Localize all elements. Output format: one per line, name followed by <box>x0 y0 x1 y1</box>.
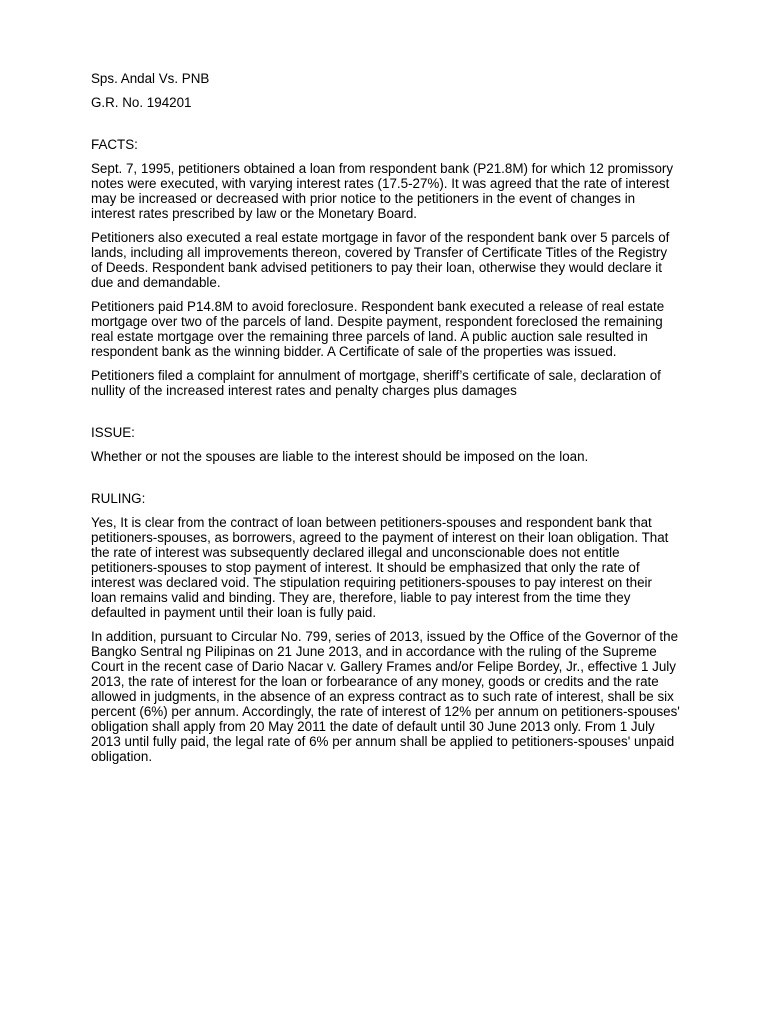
facts-paragraph-2: Petitioners also executed a real estate mortgage in favor of the respondent bank over 5 parcels of lands, including all improvements thereon, covered by Transfer of Certificate Titles of the Registry of Deeds. Respondent bank advised petitioners to pay their loan, otherwise they would declare it due and demandable. <box>91 230 670 290</box>
facts-heading: FACTS: <box>91 137 138 152</box>
ruling-paragraph-2: In addition, pursuant to Circular No. 799, series of 2013, issued by the Office of the Governor of the Bangko Sentral ng Pilipinas on 21 June 2013, and in accordance with the ruling of the Supreme Court in the recent case of Dario Nacar v. Gallery Frames and/or Felipe Bordey, Jr., effective 1 July 2013, the rate of interest for the loan or forbearance of any money, goods or credits and the rate allowed in judgments, in the absence of an express contract as to such rate of interest, shall be six percent (6%) per annum. Accordingly, the rate of interest of 12% per annum on petitioners-spouses' obligation shall apply from 20 May 2011 the date of default until 30 June 2013 only. From 1 July 2013 until fully paid, the legal rate of 6% per annum shall be applied to petitioners-spouses' unpaid obligation. <box>91 629 680 764</box>
document-page <box>91 71 681 764</box>
facts-paragraph-4: Petitioners filed a complaint for annulment of mortgage, sheriff’s certificate of sale, declaration of nullity of the increased interest rates and penalty charges plus damages <box>91 368 661 398</box>
issue-paragraph-1: Whether or not the spouses are liable to the interest should be imposed on the loan. <box>91 449 589 464</box>
case-title: Sps. Andal Vs. PNB <box>91 71 210 86</box>
facts-paragraph-3: Petitioners paid P14.8M to avoid foreclosure. Respondent bank executed a release of real estate mortgage over two of the parcels of land. Despite payment, respondent foreclosed the remaining real estate mortgage over the remaining three parcels of land. A public auction sale resulted in respondent bank as the winning bidder. A Certificate of sale of the properties was issued. <box>91 299 665 359</box>
issue-heading: ISSUE: <box>91 425 135 440</box>
ruling-heading: RULING: <box>91 491 146 506</box>
ruling-paragraph-1: Yes, It is clear from the contract of loan between petitioners-spouses and respondent bank that petitioners-spouses, as borrowers, agreed to the payment of interest on their loan obligation. That the rate of interest was subsequently declared illegal and unconscionable does not entitle petitioners-spouses to stop payment of interest. It should be emphasized that only the rate of interest was declared void. The stipulation requiring petitioners-spouses to pay interest on their loan remains valid and binding. They are, therefore, liable to pay interest from the time they defaulted in payment until their loan is fully paid. <box>91 515 669 620</box>
facts-paragraph-1: Sept. 7, 1995, petitioners obtained a loan from respondent bank (P21.8M) for which 12 promissory notes were executed, with varying interest rates (17.5-27%). It was agreed that the rate of interest may be increased or decreased with prior notice to the petitioners in the event of changes in interest rates prescribed by law or the Monetary Board. <box>91 161 674 221</box>
case-number: G.R. No. 194201 <box>91 95 192 110</box>
